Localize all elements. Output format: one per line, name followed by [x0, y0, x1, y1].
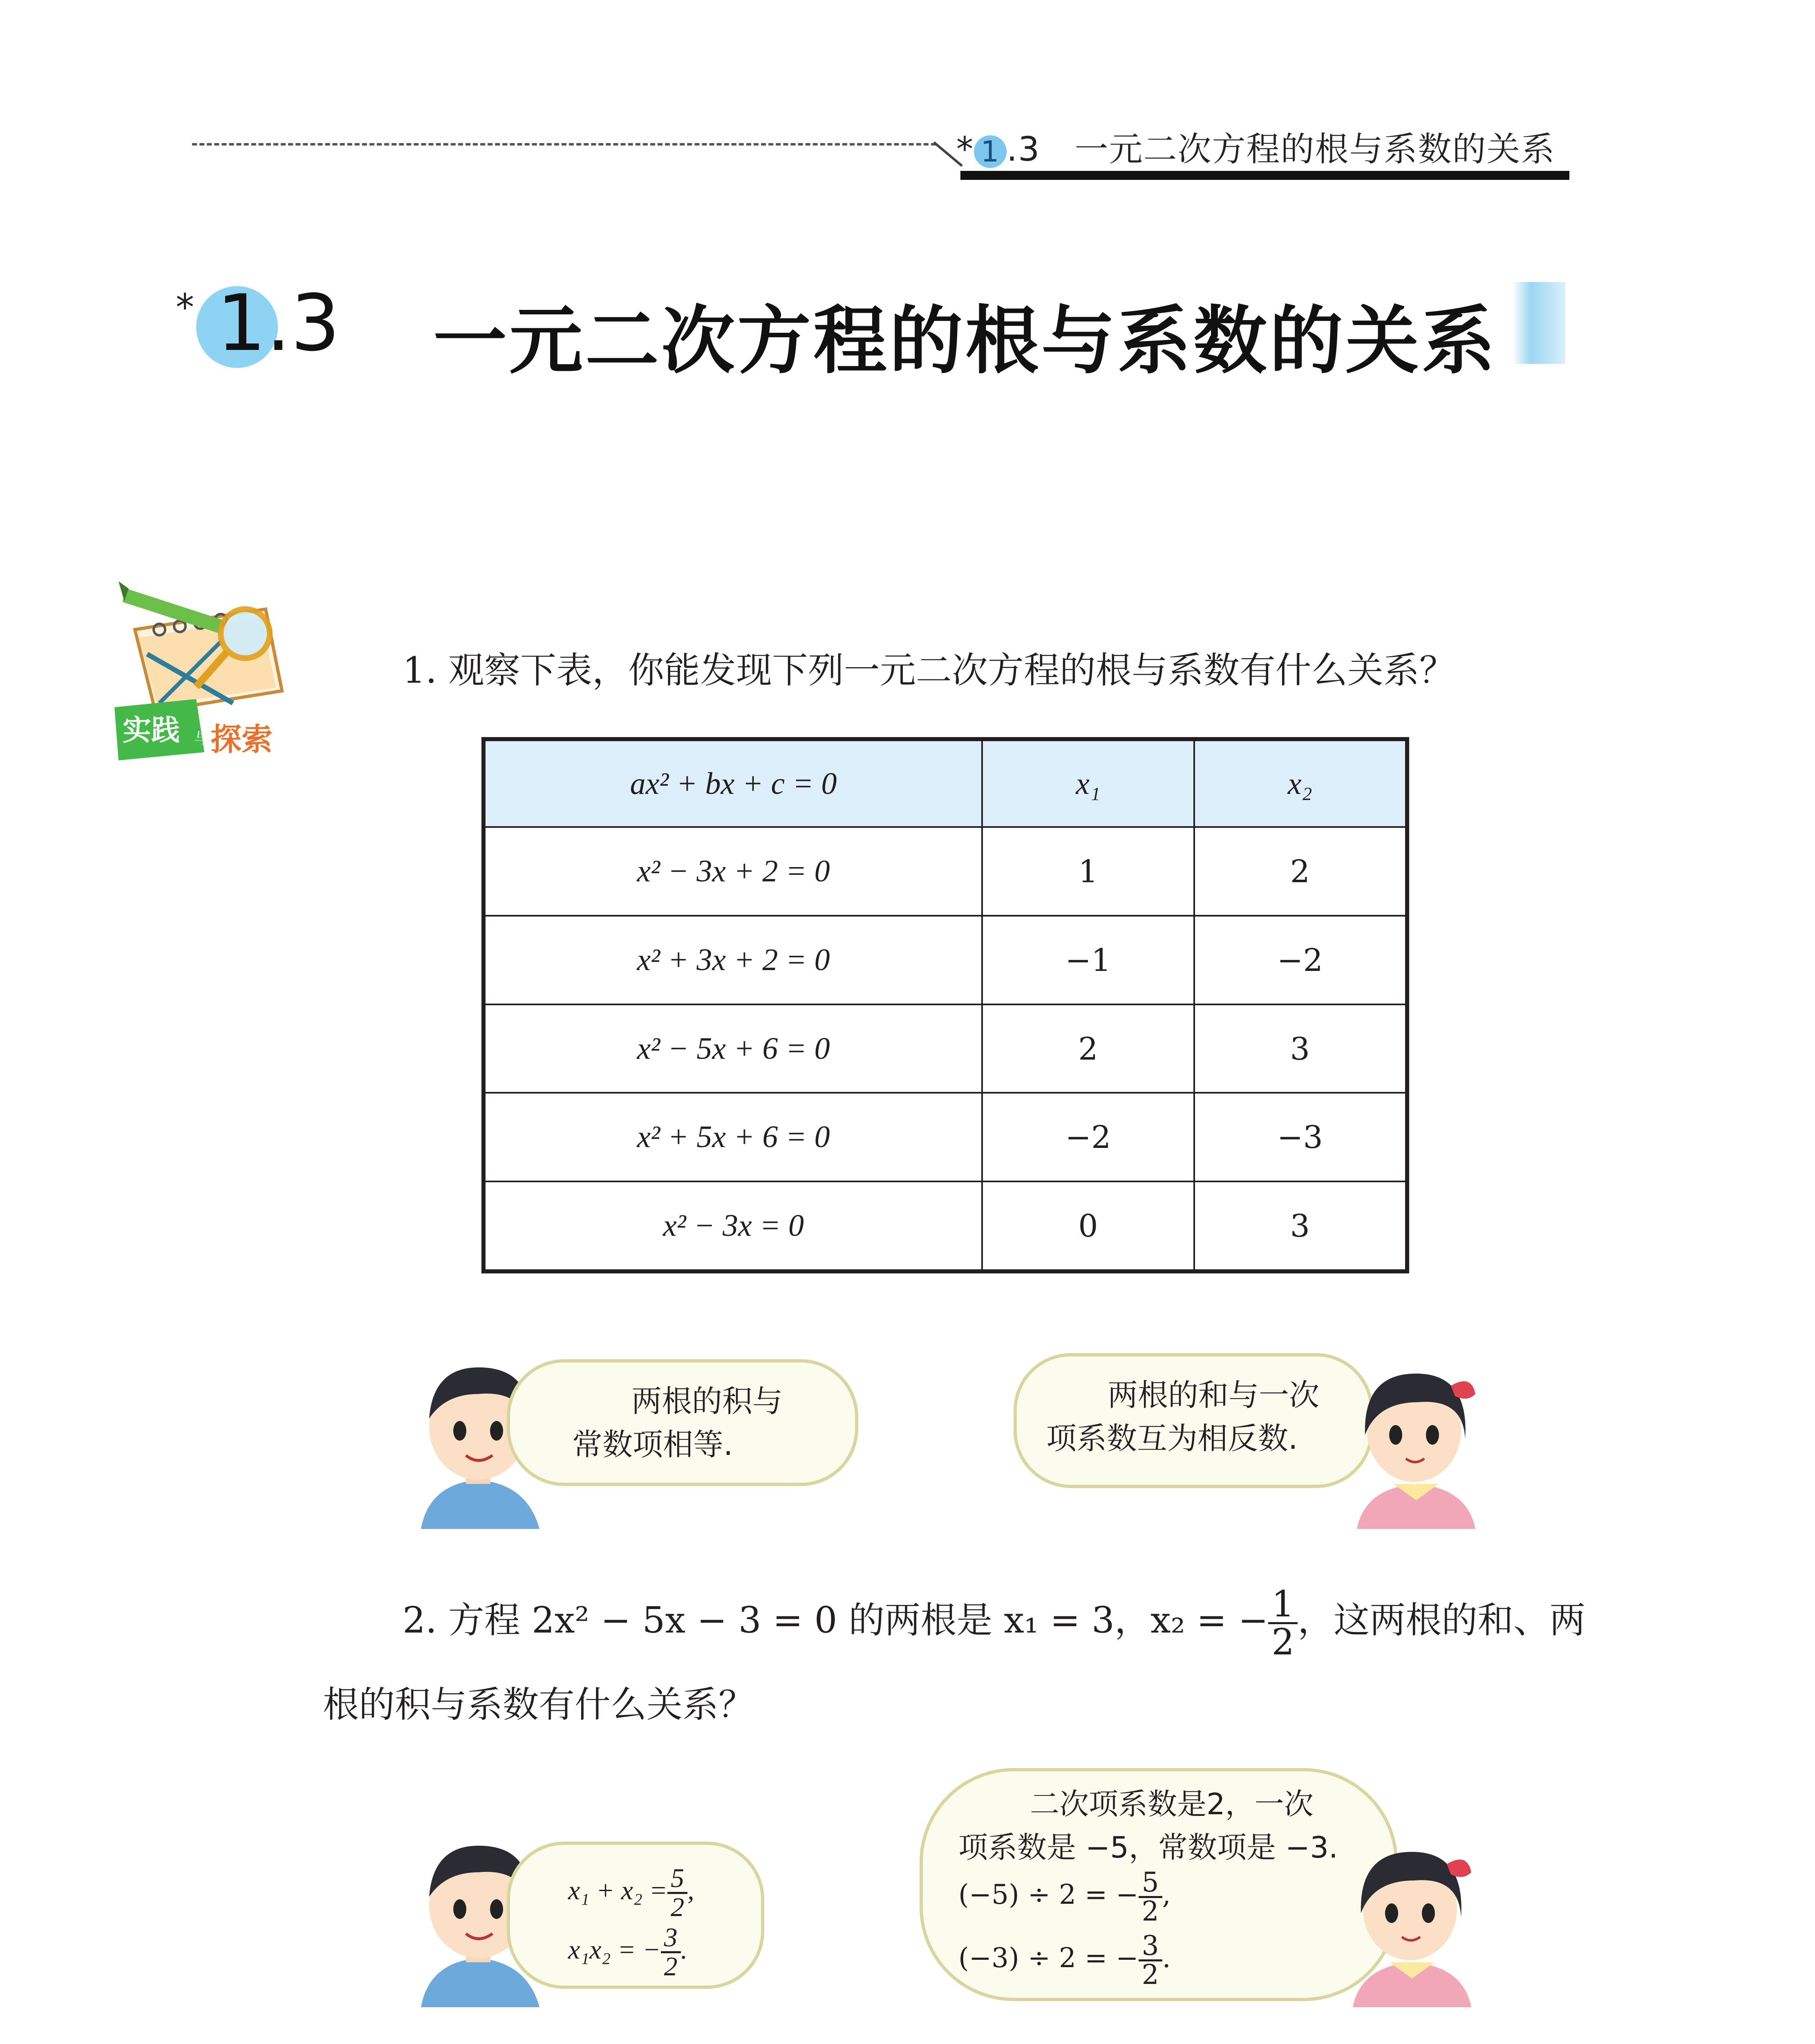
table-header-x2: x₂: [1194, 740, 1406, 827]
table-header-row: [485, 740, 1406, 827]
bubble-3-line-2: [568, 1921, 687, 1980]
bubble-4-frac1-den: 2: [1141, 1895, 1159, 1927]
bubble-4-line-2: 项系数是 −5，常数项是 −3.: [958, 1830, 1338, 1865]
table-header-x1: x₁: [982, 740, 1194, 827]
table-row: [485, 827, 1406, 916]
bubble-1-line-1: 两根的积与: [631, 1384, 783, 1419]
girl-illustration: [1345, 1827, 1479, 2007]
bubble-3-frac2-den: 2: [664, 1952, 678, 1982]
bubble-4-line-4: [958, 1930, 1171, 1988]
bubble-2-line-2: 项系数互为相反数.: [1046, 1421, 1298, 1456]
bubble-3-l1-post: ,: [687, 1876, 694, 1905]
bubble-4-frac1-num: 5: [1139, 1869, 1162, 1898]
badge-text-and: 与: [194, 730, 210, 748]
title-chapter: 1: [217, 278, 266, 368]
badge-text-practice: 实践: [123, 713, 180, 747]
header-star: *: [956, 130, 974, 169]
bubble-4-l4-post: .: [1162, 1942, 1171, 1974]
table-cell-x2: 3: [1194, 1181, 1406, 1270]
question-1: 1. 观察下表，你能发现下列一元二次方程的根与系数有什么关系？: [403, 649, 1455, 691]
girl-illustration: [1349, 1349, 1484, 1529]
bubble-3-line-1: [568, 1862, 694, 1921]
bubble-4-frac2-num: 3: [1139, 1932, 1162, 1961]
bubble-3-frac2-num: 3: [661, 1924, 681, 1953]
bubble-4-line-3: [958, 1866, 1171, 1925]
bubble-3-fraction-2: [661, 1924, 681, 1980]
title-accent-bar: [1512, 282, 1565, 364]
table-cell-equation: x² − 3x = 0: [485, 1181, 982, 1270]
bubble-4-calc-2: (−3) ÷ 2 = −: [958, 1942, 1139, 1974]
q2-frac-num: 1: [1268, 1586, 1298, 1624]
roots-coefficients-table: [481, 737, 1409, 1273]
title-star: *: [176, 286, 194, 329]
table-row: [485, 1004, 1406, 1093]
table-header-equation: ax² + bx + c = 0: [485, 740, 982, 827]
badge-text-explore: 探索: [210, 721, 273, 758]
table-cell-x1: 0: [982, 1181, 1194, 1270]
table-cell-x2: 2: [1194, 827, 1406, 916]
header-title: 一元二次方程的根与系数的关系: [1074, 130, 1555, 169]
bubble-3-frac1-den: 2: [671, 1892, 685, 1923]
table-row: [485, 916, 1406, 1004]
bubble-4-fraction-2: [1139, 1932, 1162, 1988]
bubble-3-fraction-1: [667, 1865, 687, 1921]
title-number: [217, 278, 340, 368]
header-section: .3: [1007, 130, 1041, 169]
bubble-4-l3-post: ,: [1162, 1879, 1171, 1910]
table-cell-x1: 1: [982, 827, 1194, 916]
girl-avatar: [1345, 1827, 1479, 2007]
bubble-2-line-1: 两根的和与一次: [1108, 1378, 1319, 1413]
bubble-3-sum-label: x₁ + x₂ =: [568, 1876, 668, 1905]
table-cell-equation: x² + 3x + 2 = 0: [485, 916, 982, 1004]
question-2-line-1: [403, 1583, 1586, 1663]
table-cell-x1: 2: [982, 1004, 1194, 1093]
header-dashed-rule: [192, 143, 936, 146]
table-cell-x2: 3: [1194, 1004, 1406, 1093]
question-2-fraction: [1268, 1583, 1298, 1663]
table-cell-equation: x² + 5x + 6 = 0: [485, 1093, 982, 1181]
table-cell-equation: x² − 5x + 6 = 0: [485, 1004, 982, 1093]
title-section: .3: [266, 278, 340, 368]
question-2-text-b: ，这两根的和、两: [1298, 1599, 1586, 1641]
bubble-3-frac1-num: 5: [667, 1865, 687, 1894]
table-row: [485, 1181, 1406, 1270]
question-2-text-a: 2. 方程 2x² − 5x − 3 = 0 的两根是 x₁ = 3，x₂ = −: [403, 1599, 1269, 1641]
practice-explore-icon: [110, 572, 307, 769]
page-title: 一元二次方程的根与系数的关系: [433, 298, 1498, 384]
table-cell-x1: −1: [982, 916, 1194, 1004]
table-cell-equation: x² − 3x + 2 = 0: [485, 827, 982, 916]
table-cell-x2: −2: [1194, 916, 1406, 1004]
bubble-3-product-label: x₁x₂ = −: [568, 1935, 661, 1965]
table-cell-x2: −3: [1194, 1093, 1406, 1181]
practice-explore-illustration: [110, 572, 307, 769]
table-cell-x1: −2: [982, 1093, 1194, 1181]
bubble-3-l2-post: .: [680, 1935, 688, 1965]
q2-frac-den: 2: [1271, 1621, 1295, 1663]
bubble-4-line-1: 二次项系数是2，一次: [1030, 1787, 1314, 1821]
table-row: [485, 1093, 1406, 1181]
bubble-4-frac2-den: 2: [1141, 1959, 1159, 1990]
header-underline-bar: [960, 171, 1569, 180]
bubble-4-fraction-1: [1139, 1866, 1162, 1927]
girl-avatar: [1349, 1349, 1484, 1529]
question-2-line-2: 根的积与系数有什么关系？: [323, 1683, 755, 1726]
bubble-1-line-2: 常数项相等.: [572, 1427, 733, 1462]
running-header: [956, 123, 1555, 170]
bubble-4-calc-1: (−5) ÷ 2 = −: [958, 1879, 1139, 1910]
header-chapter-circle: 1: [974, 135, 1007, 168]
